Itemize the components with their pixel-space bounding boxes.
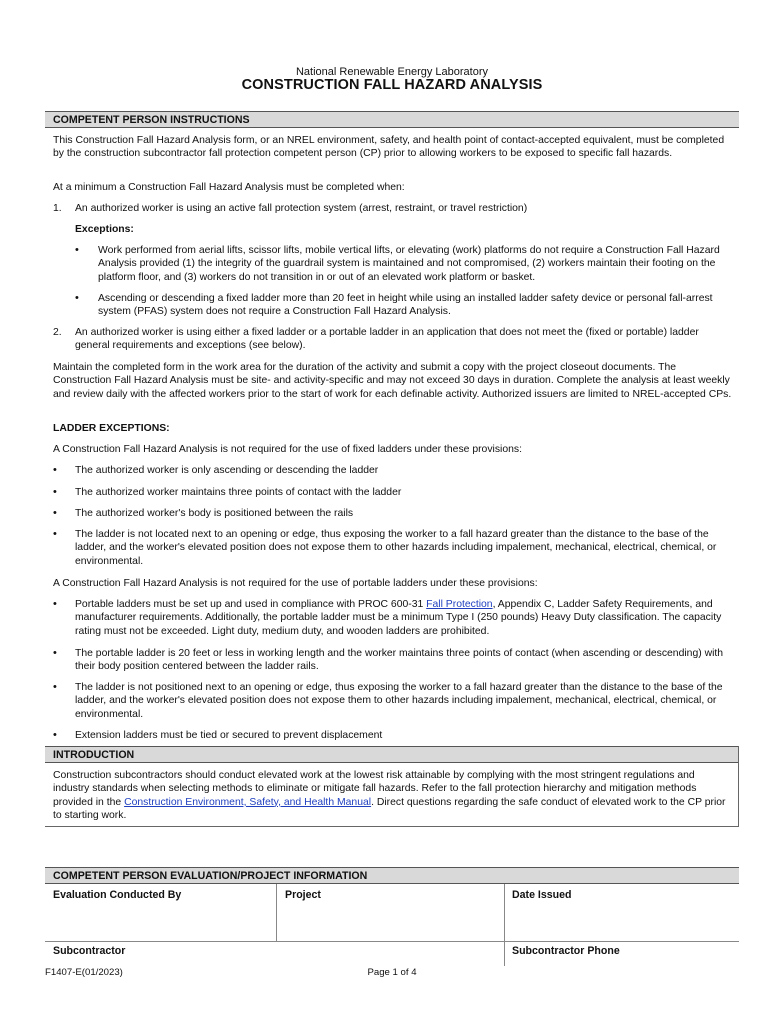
portable-ladder-text: Extension ladders must be tied or secured to prevent displacement [75,730,383,741]
bullet-icon: • [53,528,57,540]
intro-text-after: . Direct questions regarding the safe conduct of elevated work to the CP prior to starting work. [53,796,726,822]
portable-ladder-text: The ladder is not positioned next to an opening or edge, thus exposing the worker to a fall hazard greater than the distance to the base of the ladder, and the worker's elevated position does not expose them to other hazards including impalement, mechanical, electrical, chemical, or environmental. [75,682,723,720]
item-text: An authorized worker is using either a fixed ladder or a portable ladder in an application that does not meet the (fixed or portable) ladder general requirements and exceptions (see below). [75,327,699,352]
intro-text-before: Construction subcontractors should conduct elevated work at the lowest risk attainable by complying with the most stringent regulations and industry standards when selecting methods to eliminate or mitigate fall hazards. Refer to the fall protection hierarchy and mitigation methods provided in the [53,770,697,808]
introduction-text [53,769,733,823]
fixed-ladder-text: The authorized worker maintains three points of contact with the ladder [75,487,402,498]
bullet-icon: • [53,507,57,519]
page-number: Page 1 of 4 [367,967,417,978]
fixed-ladder-text: The authorized worker is only ascending or descending the ladder [75,465,379,476]
fixed-ladder-text: The ladder is not located next to an opening or edge, thus exposing the worker to a fall hazard greater than the distance to the base of the ladder, and the worker's elevated position does not expose them to other hazards including impalement, mechanical, electrical, chemical, or environmental. [75,529,717,567]
bullet-icon: • [53,729,57,741]
table-divider [276,884,277,941]
maintain-text: Maintain the completed form in the work area for the duration of the activity and submit a copy with the project closeout documents. The Construction Fall Hazard Analysis must be site- and activity-specific and may not exceed 30 days in duration. Complete the analysis at least weekly and review daily with the affected workers prior to the start of work for each definable activity. Authorized issuers are limited to NREL-accepted CPs. [53,362,732,400]
bullet-icon: • [75,292,79,304]
bullet-icon: • [53,464,57,476]
project-label: Project [285,889,321,901]
evaluation-conducted-by-label: Evaluation Conducted By [53,889,182,901]
item-number: 2. [53,327,62,338]
item-number: 1. [53,203,62,214]
organization-name: National Renewable Energy Laboratory [295,66,488,78]
portable-text-after: , Appendix C, Ladder Safety Requirements, and manufacturer requirements. Additionally, the portable ladder must be a minimum Type I (250 pounds) Heavy Duty classification. The capacity rating must not be exceeded. Light duty, medium duty, and wooden ladders are prohibited. [75,599,722,637]
bullet-icon: • [53,681,57,693]
subcontractor-phone-label: Subcontractor Phone [512,945,620,957]
date-issued-label: Date Issued [512,889,572,901]
bullet-icon: • [53,486,57,498]
fixed-ladder-intro: A Construction Fall Hazard Analysis is not required for the use of fixed ladders under these provisions: [53,444,522,455]
evaluation-heading: COMPETENT PERSON EVALUATION/PROJECT INFORMATION [45,867,739,884]
portable-text-before: Portable ladders must be set up and used in compliance with PROC 600-31 [75,599,427,610]
portable-ladder-text: The portable ladder is 20 feet or less in working length and the worker maintains three points of contact (when ascending or descending) with their body position centered between the ladder rails. [75,648,724,673]
table-row-rule [45,941,739,942]
exception-text: Ascending or descending a fixed ladder more than 20 feet in height while using an installed ladder safety device or personal fall-arrest system (PFAS) system does not require a Construction Fall Hazard Analysis. [98,293,713,318]
fall-protection-link[interactable]: Fall Protection [426,599,493,610]
fixed-ladder-text: The authorized worker's body is positioned between the rails [75,508,354,519]
exceptions-label: Exceptions: [75,224,134,235]
bullet-icon: • [75,244,79,256]
minimum-text: At a minimum a Construction Fall Hazard Analysis must be completed when: [53,182,405,193]
cesh-manual-link[interactable]: Construction Environment, Safety, and Health Manual [124,796,372,808]
form-number: F1407-E(01/2023) [45,967,123,978]
introduction-heading: INTRODUCTION [45,746,739,763]
exception-text: Work performed from aerial lifts, scissor lifts, mobile vertical lifts, or elevating (work) platforms do not require a Construction Fall Hazard Analysis provided (1) the integrity of the guardrail system is maintained and not compromised, (2) workers maintain their footing on the platform floor, and (3) workers do not transition in or out of an elevated work platform or basket. [98,245,720,283]
table-divider [504,884,505,966]
bullet-icon: • [53,647,57,659]
portable-ladder-text [75,598,731,638]
bullet-icon: • [53,598,57,610]
page-title: CONSTRUCTION FALL HAZARD ANALYSIS [241,77,543,93]
cp-intro-text: This Construction Fall Hazard Analysis form, or an NREL environment, safety, and health point of contact-accepted equivalent, must be completed by the construction subcontractor fall protection competent person (CP) prior to allowing workers to be exposed to specific fall hazards. [53,135,725,160]
cp-instructions-heading: COMPETENT PERSON INSTRUCTIONS [45,111,739,128]
portable-ladder-intro: A Construction Fall Hazard Analysis is not required for the use of portable ladders under these provisions: [53,578,538,589]
introduction-bottom-rule [45,826,739,827]
introduction-border [738,746,739,826]
item-text: An authorized worker is using an active fall protection system (arrest, restraint, or travel restriction) [75,203,528,214]
ladder-exceptions-heading: LADDER EXCEPTIONS: [53,423,170,434]
subcontractor-label: Subcontractor [53,945,126,957]
